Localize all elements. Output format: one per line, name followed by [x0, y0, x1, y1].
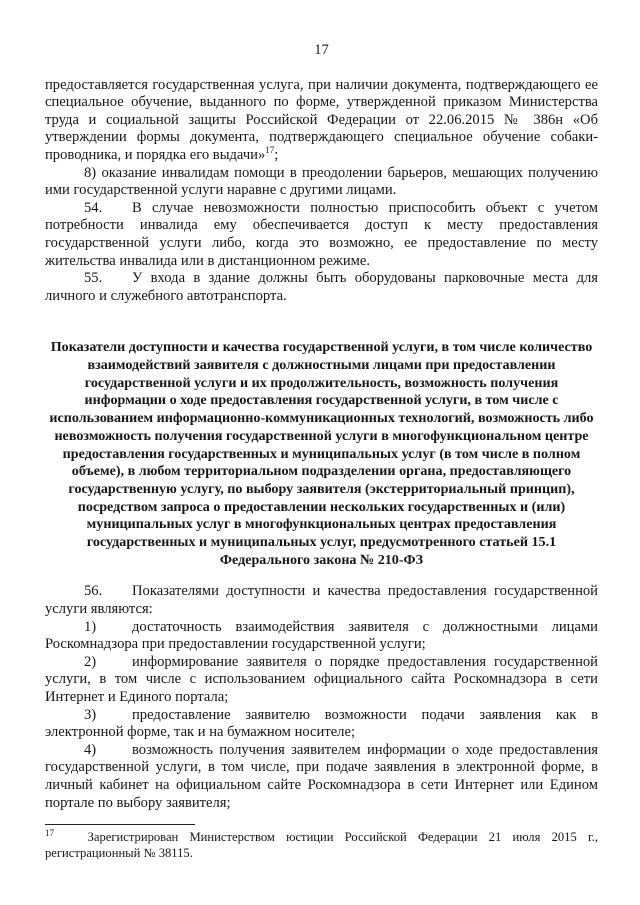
section-heading [45, 339, 598, 569]
list-item-number: 3) [84, 706, 97, 723]
list-item-1 [45, 619, 598, 654]
list-item-4 [45, 742, 598, 812]
paragraph-54-text: В случае невозможности полностью приспособить объект с учетом потребности инвалида ему обеспечивается доступ к месту предоставления государственной услуги либо, когда это возможно, ее предоставление по месту жительства инвалида или в дистанционном режиме. [45, 199, 598, 269]
list-item-text: предоставление заявителю возможности подачи заявления как в электронной форме, так и на бумажном носителе; [45, 706, 598, 741]
paragraph-56-number: 56. [84, 583, 103, 600]
list-item-text: информирование заявителя о порядке предоставления государственной услуги, в том числе с использованием официального сайта Роскомнадзора в сети Интернет и Единого портала; [45, 653, 598, 706]
item-8: 8) оказание инвалидам помощи в преодолении барьеров, мешающих получению ими государственной услуги наравне с другими лицами. [45, 164, 598, 199]
list-item-number: 1) [84, 618, 97, 635]
list-item-text: возможность получения заявителем информации о ходе предоставления государственной услуги, в том числе, при подаче заявления в электронной форме, в личный кабинет на официальном сайте Роскомнадзора в сети Интернет или Едином портале по выбору заявителя; [45, 741, 598, 811]
intro-paragraph [45, 77, 598, 165]
list-item-text: достаточность взаимодействия заявителя с должностными лицами Роскомнадзора при предоставлении государственной услуги; [45, 618, 598, 653]
list-item-number: 4) [84, 741, 97, 758]
section-heading-text: Показатели доступности и качества государственной услуги, в том числе количество взаимодействий заявителя с должностными лицами при предоставлении государственной услуги и их продолжительность, возможность получения информации о ходе предоставления государственной услуги, в том числе с использованием информационно-коммуникационных технологий, возможность либо невозможность получения государственной услуги в многофункциональном центре предоставления государственных и муниципальных услуг (в том числе в полном объеме), в любом территориальном подразделении органа, предоставляющего государственную услугу, по выбору заявителя (экстерриториальный принцип), посредством запроса о предоставлении нескольких государственных и (или) муниципальных услуг в многофункциональных центрах предоставления государственных и муниципальных услуг, предусмотренного статьей 15.1 Федерального закона № 210-ФЗ [49, 339, 594, 568]
footnote-text: Зарегистрирован Министерством юстиции Российской Федерации 21 июля 2015 г., регистрационный № 38115. [45, 830, 598, 861]
paragraph-55-number: 55. [84, 270, 103, 287]
page-number: 17 [314, 42, 329, 58]
footnote [45, 829, 598, 861]
intro-text: предоставляется государственная услуга, при наличии документа, подтверждающего ее специальное обучение, выданного по форме, утвержденной приказом Министерства труда и социальной защиты Российской Федерации от 22.06.2015 № 386н «Об утверждении формы документа, подтверждающего специальное обучение собаки-проводника, и порядка его выдачи» [45, 76, 598, 163]
list-item-3 [45, 707, 598, 742]
paragraph-54-number: 54. [84, 199, 103, 216]
list-item-number: 2) [84, 653, 97, 670]
paragraph-55 [45, 270, 598, 305]
paragraph-56 [45, 583, 598, 618]
paragraph-54 [45, 200, 598, 270]
footnote-divider [45, 824, 195, 825]
paragraph-56-text: Показателями доступности и качества предоставления государственной услуги являются: [45, 583, 598, 618]
footnote-ref[interactable]: 17 [265, 145, 275, 156]
footnote-number: 17 [45, 827, 54, 838]
list-item-2 [45, 654, 598, 707]
paragraph-55-text: У входа в здание должны быть оборудованы парковочные места для личного и служебного автотранспорта. [45, 270, 598, 304]
intro-end: ; [274, 146, 279, 163]
